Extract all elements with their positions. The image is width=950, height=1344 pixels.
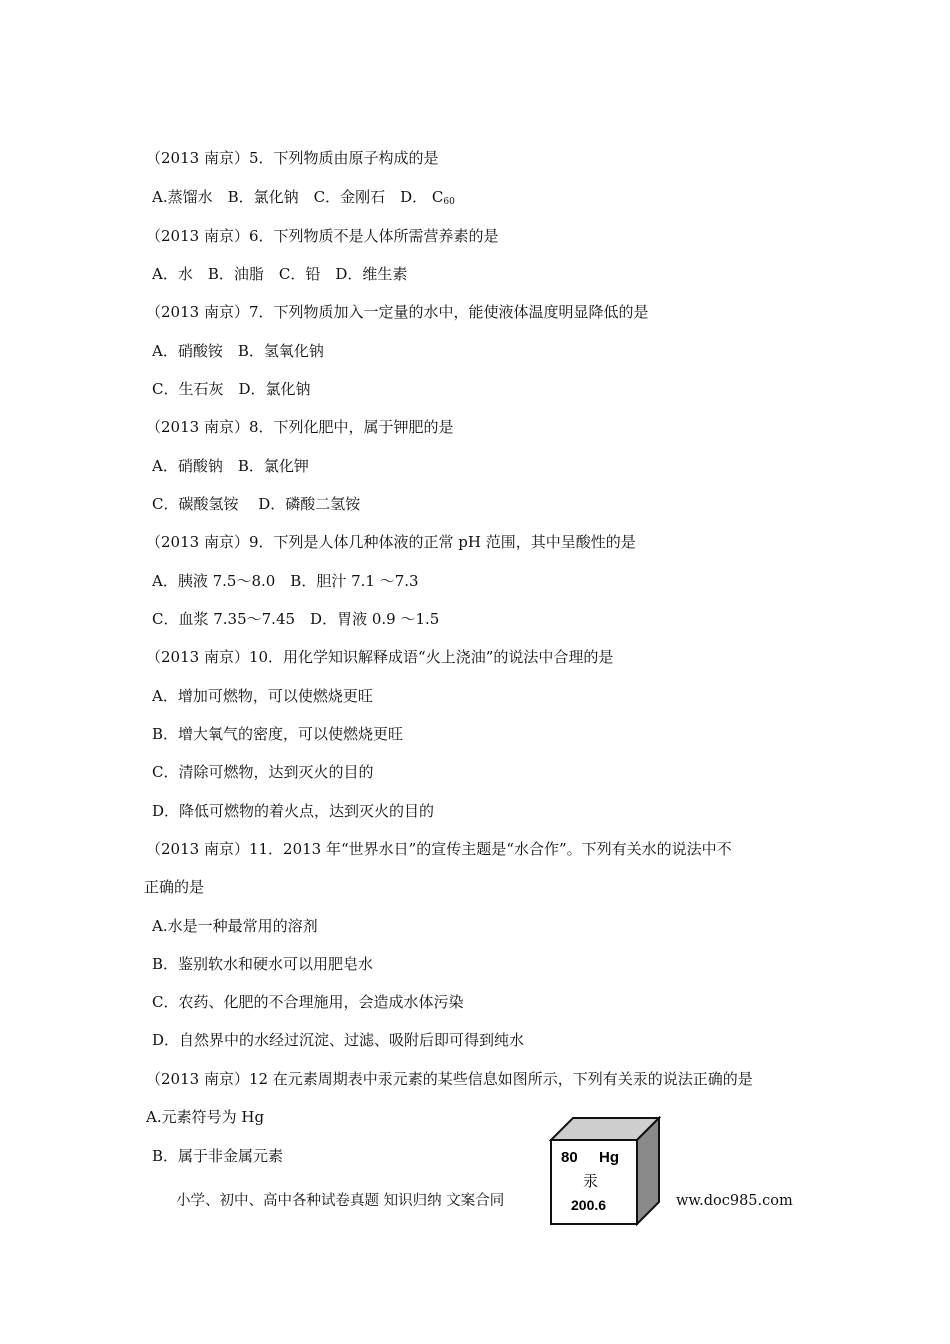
q10-option-a: A．增加可燃物，可以使燃烧更旺 — [152, 687, 373, 705]
q10-option-b: B．增大氧气的密度，可以使燃烧更旺 — [152, 725, 404, 743]
q10-option-c: C．清除可燃物，达到灭火的目的 — [152, 763, 374, 781]
element-number: 80 — [561, 1149, 578, 1166]
q5-options-text: A.蒸馏水 B．氯化钠 C．金刚石 D． C — [152, 188, 444, 206]
element-mass: 200.6 — [571, 1197, 607, 1213]
q5-subscript: 60 — [443, 197, 455, 207]
q12-option-a: A.元素符号为 Hg — [146, 1108, 265, 1126]
q11-stem-2: 正确的是 — [144, 878, 205, 896]
q5-stem: （2013 南京）5．下列物质由原子构成的是 — [146, 149, 439, 167]
footer-right-text: ww.doc985.com — [676, 1193, 793, 1209]
element-cube-figure — [549, 1116, 661, 1226]
mercury-element-cell — [549, 1116, 661, 1226]
q7-options-1: A．硝酸铵 B．氢氧化钠 — [152, 342, 324, 360]
q7-stem: （2013 南京）7．下列物质加入一定量的水中，能使液体温度明显降低的是 — [146, 303, 649, 321]
q8-options-2: C．碳酸氢铵 D．磷酸二氢铵 — [152, 495, 361, 513]
q6-options: A．水 B．油脂 C．铅 D．维生素 — [152, 265, 408, 283]
q7-options-2: C．生石灰 D．氯化钠 — [152, 380, 311, 398]
q9-options-1: A．胰液 7.5～8.0 B．胆汁 7.1 ～7.3 — [152, 572, 419, 590]
q9-options-2: C．血浆 7.35～7.45 D．胃液 0.9 ～1.5 — [152, 610, 440, 628]
q11-option-b: B．鉴别软水和硬水可以用肥皂水 — [152, 955, 374, 973]
q11-stem-1: （2013 南京）11．2013 年“世界水日”的宣传主题是“水合作”。下列有关水的说法中不 — [146, 840, 732, 858]
q6-stem: （2013 南京）6．下列物质不是人体所需营养素的是 — [146, 227, 499, 245]
q8-stem: （2013 南京）8．下列化肥中，属于钾肥的是 — [146, 418, 454, 436]
q12-stem: （2013 南京）12 在元素周期表中汞元素的某些信息如图所示，下列有关汞的说法正确的是 — [146, 1070, 753, 1088]
footer-left-text: 小学、初中、高中各种试卷真题 知识归纳 文案合同 — [176, 1193, 505, 1209]
element-symbol: Hg — [599, 1149, 619, 1166]
q11-option-c: C．农药、化肥的不合理施用，会造成水体污染 — [152, 993, 464, 1011]
q8-options-1: A．硝酸钠 B．氯化钾 — [152, 457, 309, 475]
q12-option-b: B．属于非金属元素 — [152, 1147, 284, 1165]
q10-option-d: D．降低可燃物的着火点，达到灭火的目的 — [152, 802, 435, 820]
q11-option-d: D．自然界中的水经过沉淀、过滤、吸附后即可得到纯水 — [152, 1031, 525, 1049]
q11-option-a: A.水是一种最常用的溶剂 — [152, 917, 318, 935]
q9-stem: （2013 南京）9．下列是人体几种体液的正常 pH 范围，其中呈酸性的是 — [146, 533, 636, 551]
element-name: 汞 — [583, 1172, 599, 1190]
q5-options — [152, 187, 455, 212]
q10-stem: （2013 南京）10．用化学知识解释成语“火上浇油”的说法中合理的是 — [146, 648, 614, 666]
